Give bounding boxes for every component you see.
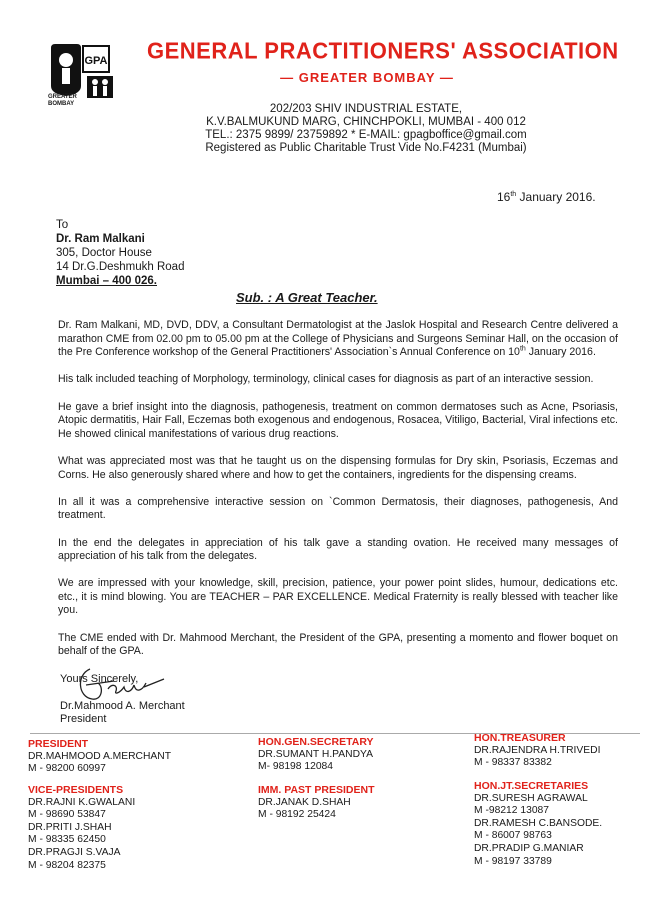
letter-subject: Sub. : A Great Teacher. [236, 290, 378, 305]
paragraph-8: The CME ended with Dr. Mahmood Merchant, the President of the GPA, presenting a momento and flower boquet on behalf of the GPA. [58, 631, 618, 658]
jt-secretaries-block: HON.JT.SECRETARIES DR.SURESH AGRAWAL M -98212 13087 DR.RAMESH C.BANSODE. M - 86007 98763 DR.PRADIP G.MANIAR M - 98197 33789 [474, 780, 603, 867]
recipient-block [56, 218, 184, 288]
president-block: PRESIDENT DR.MAHMOOD A.MERCHANT M - 98200 60997 [28, 738, 172, 775]
to-label: To [56, 219, 69, 231]
treasurer-block: HON.TREASURER DR.RAJENDRA H.TRIVEDI M - 98337 83382 [474, 732, 601, 769]
recipient-name: Dr. Ram Malkani [56, 233, 145, 245]
paragraph-4: What was appreciated most was that he taught us on the dispensing formulas for Dry skin, Psoriasis, Eczemas and Corns. He also generously shared where and how to get the containers, ingredients for the dispensing creams. [58, 454, 618, 481]
org-name: GENERAL PRACTITIONERS' ASSOCIATION [147, 37, 619, 64]
logo-caption: GREATER BOMBAY [48, 94, 77, 107]
letter-date: 16th January 2016. [497, 190, 596, 204]
paragraph-5: In all it was a comprehensive interactive session on `Common Dermatosis, their diagnoses, pathogenesis, And treatment. [58, 495, 618, 522]
closing: Yours Sincerely, [60, 673, 139, 685]
recipient-address-2: 14 Dr.G.Deshmukh Road [56, 261, 185, 273]
paragraph-6: In the end the delegates in appreciation of his talk gave a standing ovation. He received many messages of appreciation of his talk from the delegates. [58, 536, 618, 563]
office-bearers-footer [0, 728, 658, 900]
recipient-city: Mumbai – 400 026. [56, 275, 157, 287]
paragraph-2: His talk included teaching of Morphology, terminology, clinical cases for diagnosis as part of an interactive session. [58, 373, 594, 386]
org-subtitle: — GREATER BOMBAY — [280, 70, 454, 85]
signer-title: President [60, 713, 107, 725]
signature-block [60, 673, 185, 727]
paragraph-1: Dr. Ram Malkani, MD, DVD, DDV, a Consultant Dermatologist at the Jaslok Hospital and Research Centre delivered a marathon CME from 02.00 pm to 05.00 pm at the College of Physicians and Surgeons Seminar Hall, on the occasion of the Pre Conference workshop of the General Practitioners' Association`s Annual Conference on 10th January 2016. [58, 319, 618, 359]
paragraph-3: He gave a brief insight into the diagnosis, pathogenesis, treatment on common dermatoses such as Acne, Psoriasis, Atopic dermatitis, Hair Fall, Eczemas both exogenous and endogenous, Rosacea, Vitiligo, Bacterial, Viral infections etc. He showed clinical manifestations of various drug reactions. [58, 400, 618, 440]
address-line-4: Registered as Public Charitable Trust Vide No.F4231 (Mumbai) [205, 142, 527, 154]
past-president-block: IMM. PAST PRESIDENT DR.JANAK D.SHAH M - 98192 25424 [258, 784, 375, 821]
recipient-address-1: 305, Doctor House [56, 247, 152, 259]
vice-presidents-block: VICE-PRESIDENTS DR.RAJNI K.GWALANI M - 98690 53847 DR.PRITI J.SHAH M - 98335 62450 DR.PRAGJI S.VAJA M - 98204 82375 [28, 784, 136, 871]
paragraph-7: We are impressed with your knowledge, skill, precision, patience, your power point slides, humour, dedications etc. etc., it is mind blowing. You are TEACHER – PAR EXCELLENCE. Medical Fraternity is really blessed with teacher like you. [58, 577, 618, 617]
logo-text: GPA [84, 55, 108, 67]
letter-body [58, 319, 618, 672]
address-line-2: K.V.BALMUKUND MARG, CHINCHPOKLI, MUMBAI - 400 012 [206, 116, 526, 128]
address-line-1: 202/203 SHIV INDUSTRIAL ESTATE, [269, 103, 463, 115]
address-line-3: TEL.: 2375 9899/ 23759892 * E-MAIL: gpagboffice@gmail.com [205, 129, 527, 141]
gen-secretary-block: HON.GEN.SECRETARY DR.SUMANT H.PANDYA M- 98198 12084 [258, 736, 374, 773]
signer-name: Dr.Mahmood A. Merchant [60, 699, 185, 712]
